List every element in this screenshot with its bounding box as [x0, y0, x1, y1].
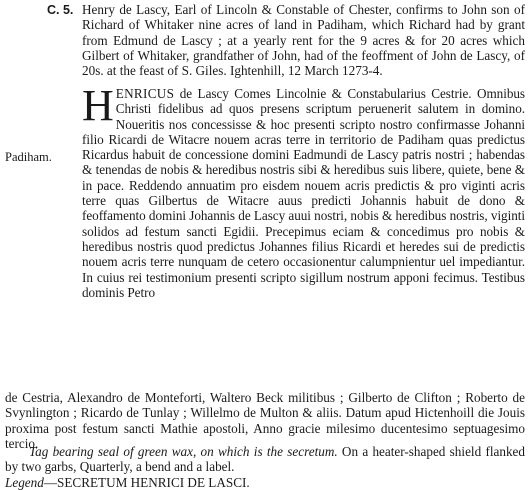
- drop-capital: H: [82, 81, 114, 130]
- legend-label: Legend: [5, 474, 44, 490]
- entry-summary-text: Henry de Lascy, Earl of Lincoln & Constable of Chester, confirms to John son of Richard of Whitaker nine acres of land in Padiham, which Richard had by grant from Edmund de Lascy ; at a yearly rent for the 9 acres & for 20 acres which Gilbert of Whitaker, grandfather of John, had of the feoffment of John de Lascy, of 20s. at the feast of S. Giles. Ightenhill, 12 March 1273-4.: [82, 2, 525, 79]
- entry-summary: [47, 2, 525, 79]
- seal-text: On a heater-shaped shield flanked by two garbs, Quarterly, a bend and a label.: [5, 444, 525, 475]
- margin-note-place: Padiham.: [5, 150, 52, 164]
- seal-intro: Tag bearing seal of green wax, on which is the secretum.: [29, 444, 338, 459]
- opening-word: ENRICUS: [115, 86, 175, 101]
- seal-description: [5, 444, 525, 490]
- latin-charter-continuation: de Cestria, Alexandro de Monteforti, Waltero Beck militibus ; Gilberto de Clifton ; Roberto de Svynlington ; Ricardo de Tunlay ; Willelmo de Multon & aliis. Datum apud Hictenhoill die Jouis proxima post festum sancti Mathie apostoli, Anno gracie milesimo ducentesimo septuagesimo tercio.: [5, 390, 525, 451]
- latin-body: de Lascy Comes Lincolnie & Constabularius Cestrie. Omnibus Christi fidelibus ad quos presens scriptum peruenerit salutem in domino. Noueritis nos concessisse & hoc presenti scripto nostro confirmasse Johanni filio Ricardi de Witacre nouem acras terre in territorio de Padiham quas predictus Ricardus habuit de concessione domini Eadmundi de Lascy patris nostri ; habendas & tenendas de nobis & heredibus nostris sibi & heredibus suis libere, quiete, bene & in pace. Reddendo annuatim pro eisdem nouem acris predictis & pro viginti acris terre quas Gilbertus de Witacre auus predicti Johannis habuit de dono & feoffamento domini Johannis de Lascy auui nostri, nobis & heredibus nostris, viginti solidos ad festum sancti Egidii. Precepimus eciam & concedimus pro nobis & heredibus nostris quod predictus Johannes filius Ricardi et heredes sui de predictis nouem acris terre nunquam de cetero occasionentur calumpnientur uel impediantur. In cuius rei testimonium presenti scripto sigillum nostrum apponi fecimus. Testibus dominis Petro: [82, 86, 525, 300]
- legend-text: —SECRETUM HENRICI DE LASCI.: [43, 474, 250, 490]
- latin-charter-text: [82, 81, 525, 300]
- entry-reference: C. 5.: [47, 3, 74, 17]
